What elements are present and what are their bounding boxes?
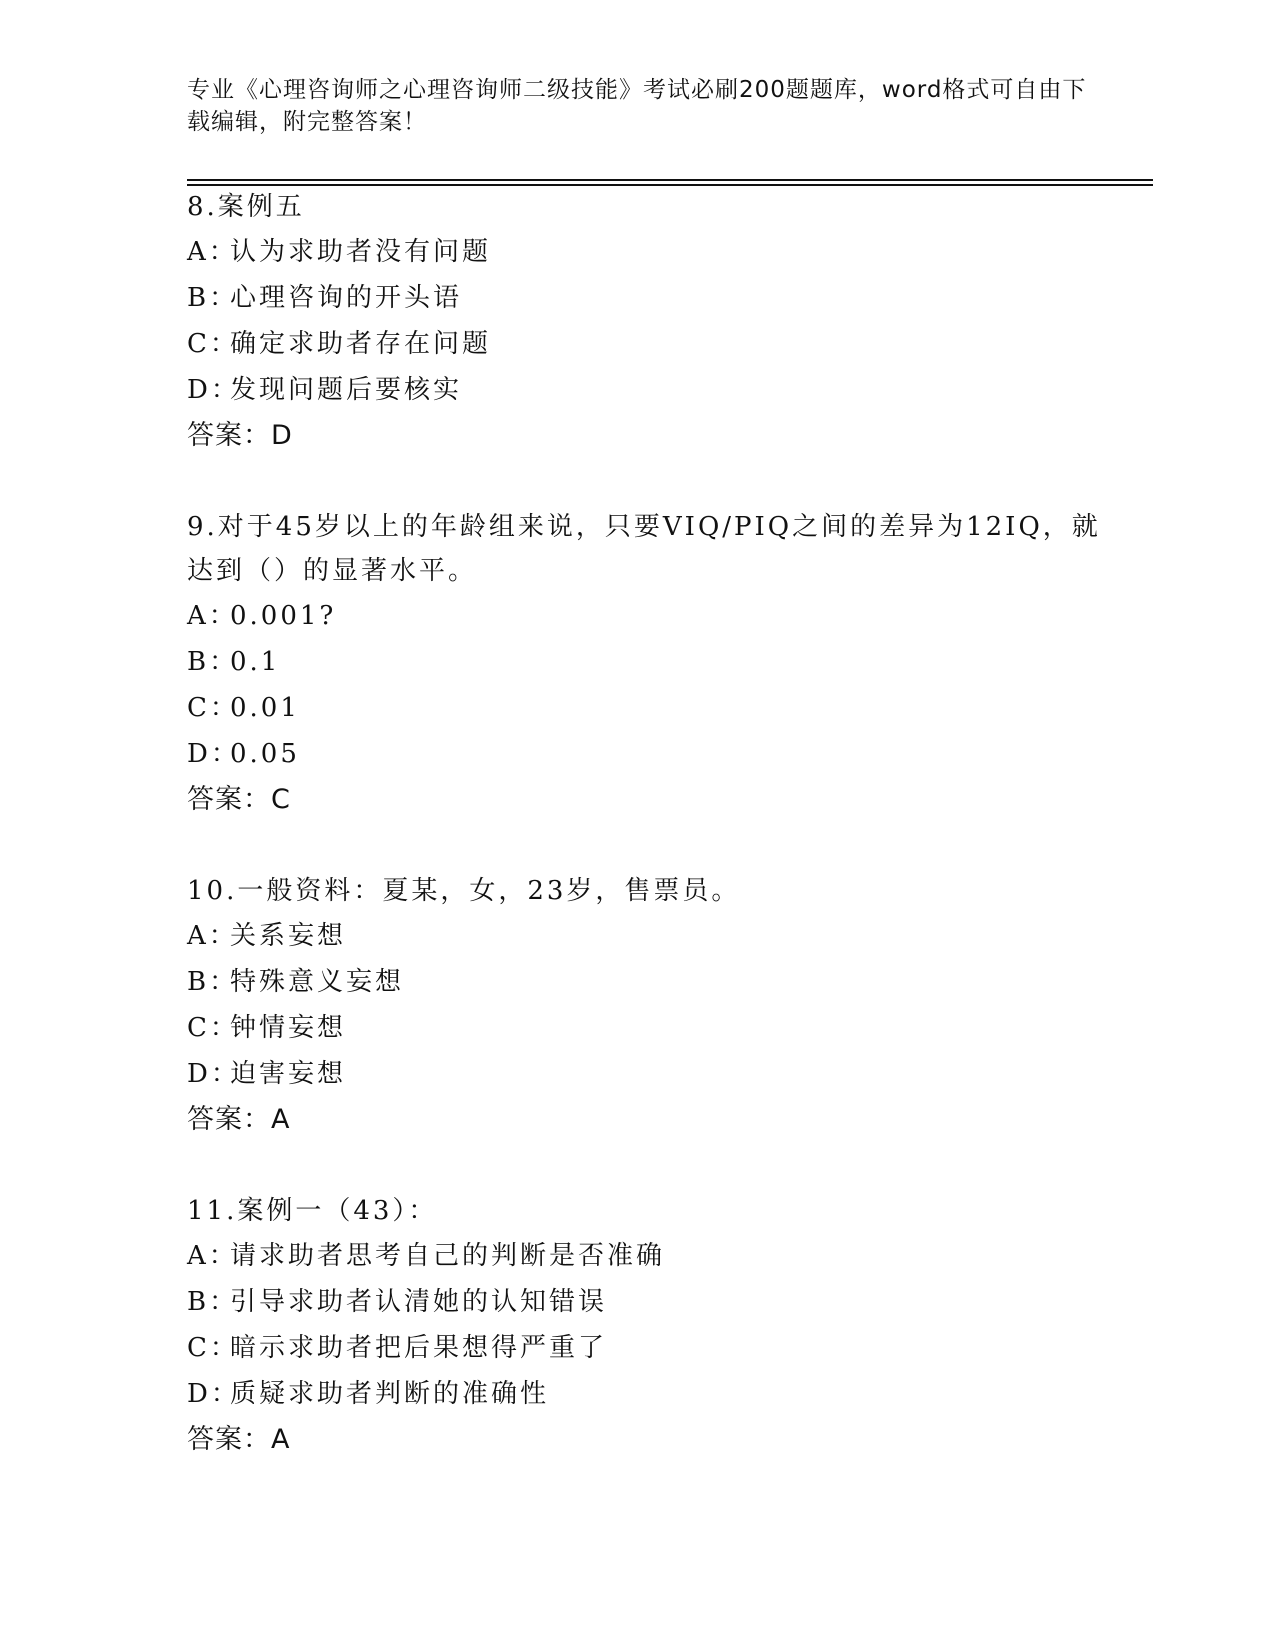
spacer (187, 1143, 1127, 1189)
option-a (187, 229, 1127, 275)
option-label: A： (187, 601, 238, 631)
answer-line: 答案：A (187, 1424, 291, 1455)
option-label: D： (187, 1059, 240, 1089)
option-b (187, 639, 1127, 685)
question-10 (187, 869, 1127, 1143)
question-8 (187, 185, 1127, 459)
option-a (187, 1233, 1127, 1279)
option-d (187, 1051, 1127, 1097)
option-label: D： (187, 375, 240, 405)
spacer (187, 459, 1127, 505)
option-label: B： (187, 647, 239, 677)
option-label: C： (187, 693, 239, 723)
option-c (187, 1325, 1127, 1371)
option-c (187, 1005, 1127, 1051)
question-9 (187, 505, 1127, 823)
document-header: 专业《心理咨询师之心理咨询师二级技能》考试必刷200题题库，word格式可自由下载编辑，附完整答案！ (187, 77, 1087, 135)
option-c (187, 321, 1127, 367)
option-text: 0.05 (230, 739, 300, 769)
option-label: B： (187, 1287, 239, 1317)
option-text: 引导求助者认清她的认知错误 (230, 1287, 608, 1317)
option-text: 暗示求助者把后果想得严重了 (230, 1333, 608, 1363)
option-b (187, 275, 1127, 321)
spacer (187, 823, 1127, 869)
option-label: A： (187, 921, 238, 951)
option-d (187, 1371, 1127, 1417)
question-stem: 9.对于45岁以上的年龄组来说，只要VIQ/PIQ之间的差异为12IQ，就达到（）的显著水平。 (187, 512, 1101, 586)
option-label: A： (187, 1241, 238, 1271)
option-text: 心理咨询的开头语 (230, 283, 463, 313)
option-text: 钟情妄想 (230, 1013, 347, 1043)
answer-line: 答案：D (187, 420, 293, 451)
option-text: 特殊意义妄想 (230, 967, 405, 997)
question-stem: 11.案例一（43）： (187, 1196, 438, 1226)
question-stem: 10.一般资料：夏某，女，23岁，售票员。 (187, 876, 741, 906)
header-divider-top (187, 179, 1153, 181)
option-label: C： (187, 1333, 239, 1363)
option-label: C： (187, 1013, 239, 1043)
option-d (187, 367, 1127, 413)
option-text: 发现问题后要核实 (230, 375, 463, 405)
question-stem: 8.案例五 (187, 192, 305, 222)
option-label: B： (187, 283, 239, 313)
question-11 (187, 1189, 1127, 1463)
option-label: D： (187, 1379, 240, 1409)
option-text: 0.01 (230, 693, 300, 723)
option-label: B： (187, 967, 239, 997)
option-text: 请求助者思考自己的判断是否准确 (230, 1241, 666, 1271)
option-b (187, 959, 1127, 1005)
option-text: 确定求助者存在问题 (230, 329, 492, 359)
option-label: A： (187, 237, 238, 267)
question-list (187, 185, 1127, 1463)
option-label: C： (187, 329, 239, 359)
option-text: 质疑求助者判断的准确性 (230, 1379, 550, 1409)
answer-line: 答案：C (187, 784, 291, 815)
option-c (187, 685, 1127, 731)
option-label: D： (187, 739, 240, 769)
option-text: 关系妄想 (230, 921, 347, 951)
option-a (187, 913, 1127, 959)
option-a (187, 593, 1127, 639)
option-text: 迫害妄想 (230, 1059, 347, 1089)
option-text: 0.1 (230, 647, 281, 677)
option-text: 认为求助者没有问题 (230, 237, 492, 267)
answer-line: 答案：A (187, 1104, 291, 1135)
option-b (187, 1279, 1127, 1325)
option-text: 0.001? (230, 601, 337, 631)
option-d (187, 731, 1127, 777)
